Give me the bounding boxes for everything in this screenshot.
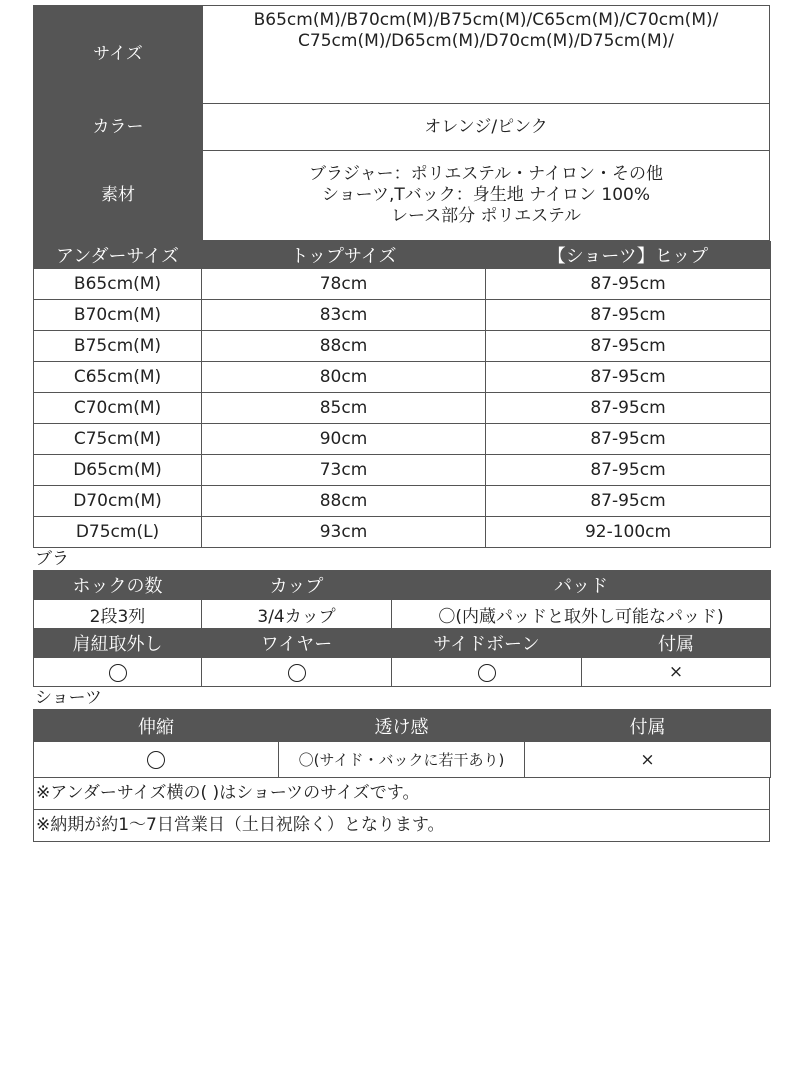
product-spec-sheet <box>33 5 770 842</box>
header-detachable-strap: 肩紐取外し <box>34 629 202 658</box>
shorts-feature-table <box>33 709 771 778</box>
under-size-cell: B65cm(M) <box>34 269 202 300</box>
header-sheerness: 透け感 <box>279 710 525 742</box>
note-delivery: ※納期が約1～7日営業日（土日祝除く）となります。 <box>33 810 770 842</box>
header-side-bone: サイドボーン <box>392 629 582 658</box>
note-under-size: ※アンダーサイズ横の( )はショーツのサイズです。 <box>33 778 770 810</box>
hip-cell: 87-95cm <box>486 393 771 424</box>
shorts-accessories-value: × <box>525 742 771 778</box>
size-chart-table <box>33 241 771 548</box>
table-row <box>34 331 771 362</box>
shorts-section-label: ショーツ <box>35 688 102 708</box>
top-size-cell: 90cm <box>202 424 486 455</box>
stretch-value <box>34 742 279 778</box>
header-cup: カップ <box>202 571 392 600</box>
table-row <box>34 300 771 331</box>
header-stretch: 伸縮 <box>34 710 279 742</box>
hip-cell: 87-95cm <box>486 362 771 393</box>
bra-header-row-2 <box>34 629 771 658</box>
spec-row-color <box>34 104 770 151</box>
bra-accessories-value: × <box>582 658 771 687</box>
material-line3: レース部分 ポリエステル <box>390 206 582 226</box>
top-size-cell: 78cm <box>202 269 486 300</box>
top-size-cell: 88cm <box>202 486 486 517</box>
shorts-header-row <box>34 710 771 742</box>
under-size-cell: C70cm(M) <box>34 393 202 424</box>
material-label: 素材 <box>34 151 203 241</box>
hip-cell: 87-95cm <box>486 486 771 517</box>
bra-section-label: ブラ <box>35 549 69 569</box>
circle-icon <box>147 751 165 769</box>
sheerness-value: 〇(サイド・バックに若干あり) <box>279 742 525 778</box>
top-size-cell: 73cm <box>202 455 486 486</box>
size-value-line1: B65cm(M)/B70cm(M)/B75cm(M)/C65cm(M)/C70cm(M)/ <box>253 10 719 30</box>
hooks-value: 2段3列 <box>34 600 202 629</box>
wire-value <box>202 658 392 687</box>
header-hip: 【ショーツ】ヒップ <box>486 242 771 269</box>
material-line1: ブラジャー：ポリエステル・ナイロン・その他 <box>309 164 663 184</box>
under-size-cell: D70cm(M) <box>34 486 202 517</box>
under-size-cell: B75cm(M) <box>34 331 202 362</box>
circle-icon <box>109 664 127 682</box>
material-line2: ショーツ,Tバック：身生地 ナイロン 100% <box>322 185 650 205</box>
hip-cell: 92-100cm <box>486 517 771 548</box>
table-row <box>34 269 771 300</box>
hip-cell: 87-95cm <box>486 424 771 455</box>
bra-value-row-2 <box>34 658 771 687</box>
header-top-size: トップサイズ <box>202 242 486 269</box>
table-row <box>34 517 771 548</box>
pad-value: 〇(内蔵パッドと取外し可能なパッド) <box>392 600 771 629</box>
spec-table <box>33 5 770 241</box>
top-size-cell: 85cm <box>202 393 486 424</box>
size-value-line2: C75cm(M)/D65cm(M)/D70cm(M)/D75cm(M)/ <box>298 31 674 51</box>
hip-cell: 87-95cm <box>486 331 771 362</box>
table-row <box>34 455 771 486</box>
top-size-cell: 83cm <box>202 300 486 331</box>
side-bone-value <box>392 658 582 687</box>
detachable-strap-value <box>34 658 202 687</box>
under-size-cell: B70cm(M) <box>34 300 202 331</box>
size-chart-header <box>34 242 771 269</box>
material-value <box>203 151 770 241</box>
bra-value-row-1 <box>34 600 771 629</box>
under-size-cell: D65cm(M) <box>34 455 202 486</box>
top-size-cell: 88cm <box>202 331 486 362</box>
top-size-cell: 80cm <box>202 362 486 393</box>
under-size-cell: D75cm(L) <box>34 517 202 548</box>
size-label: サイズ <box>34 6 203 104</box>
top-size-cell: 93cm <box>202 517 486 548</box>
header-hooks: ホックの数 <box>34 571 202 600</box>
table-row <box>34 362 771 393</box>
color-label: カラー <box>34 104 203 151</box>
spec-row-material <box>34 151 770 241</box>
header-accessories: 付属 <box>582 629 771 658</box>
size-value <box>203 6 770 104</box>
hip-cell: 87-95cm <box>486 300 771 331</box>
header-shorts-accessories: 付属 <box>525 710 771 742</box>
table-row <box>34 424 771 455</box>
shorts-value-row <box>34 742 771 778</box>
circle-icon <box>478 664 496 682</box>
table-row <box>34 393 771 424</box>
table-row <box>34 486 771 517</box>
cup-value: 3/4カップ <box>202 600 392 629</box>
hip-cell: 87-95cm <box>486 269 771 300</box>
bra-feature-table <box>33 570 771 687</box>
circle-icon <box>288 664 306 682</box>
bra-header-row-1 <box>34 571 771 600</box>
color-value: オレンジ/ピンク <box>203 104 770 151</box>
header-wire: ワイヤー <box>202 629 392 658</box>
header-under-size: アンダーサイズ <box>34 242 202 269</box>
spec-row-size <box>34 6 770 104</box>
under-size-cell: C65cm(M) <box>34 362 202 393</box>
hip-cell: 87-95cm <box>486 455 771 486</box>
header-pad: パッド <box>392 571 771 600</box>
under-size-cell: C75cm(M) <box>34 424 202 455</box>
